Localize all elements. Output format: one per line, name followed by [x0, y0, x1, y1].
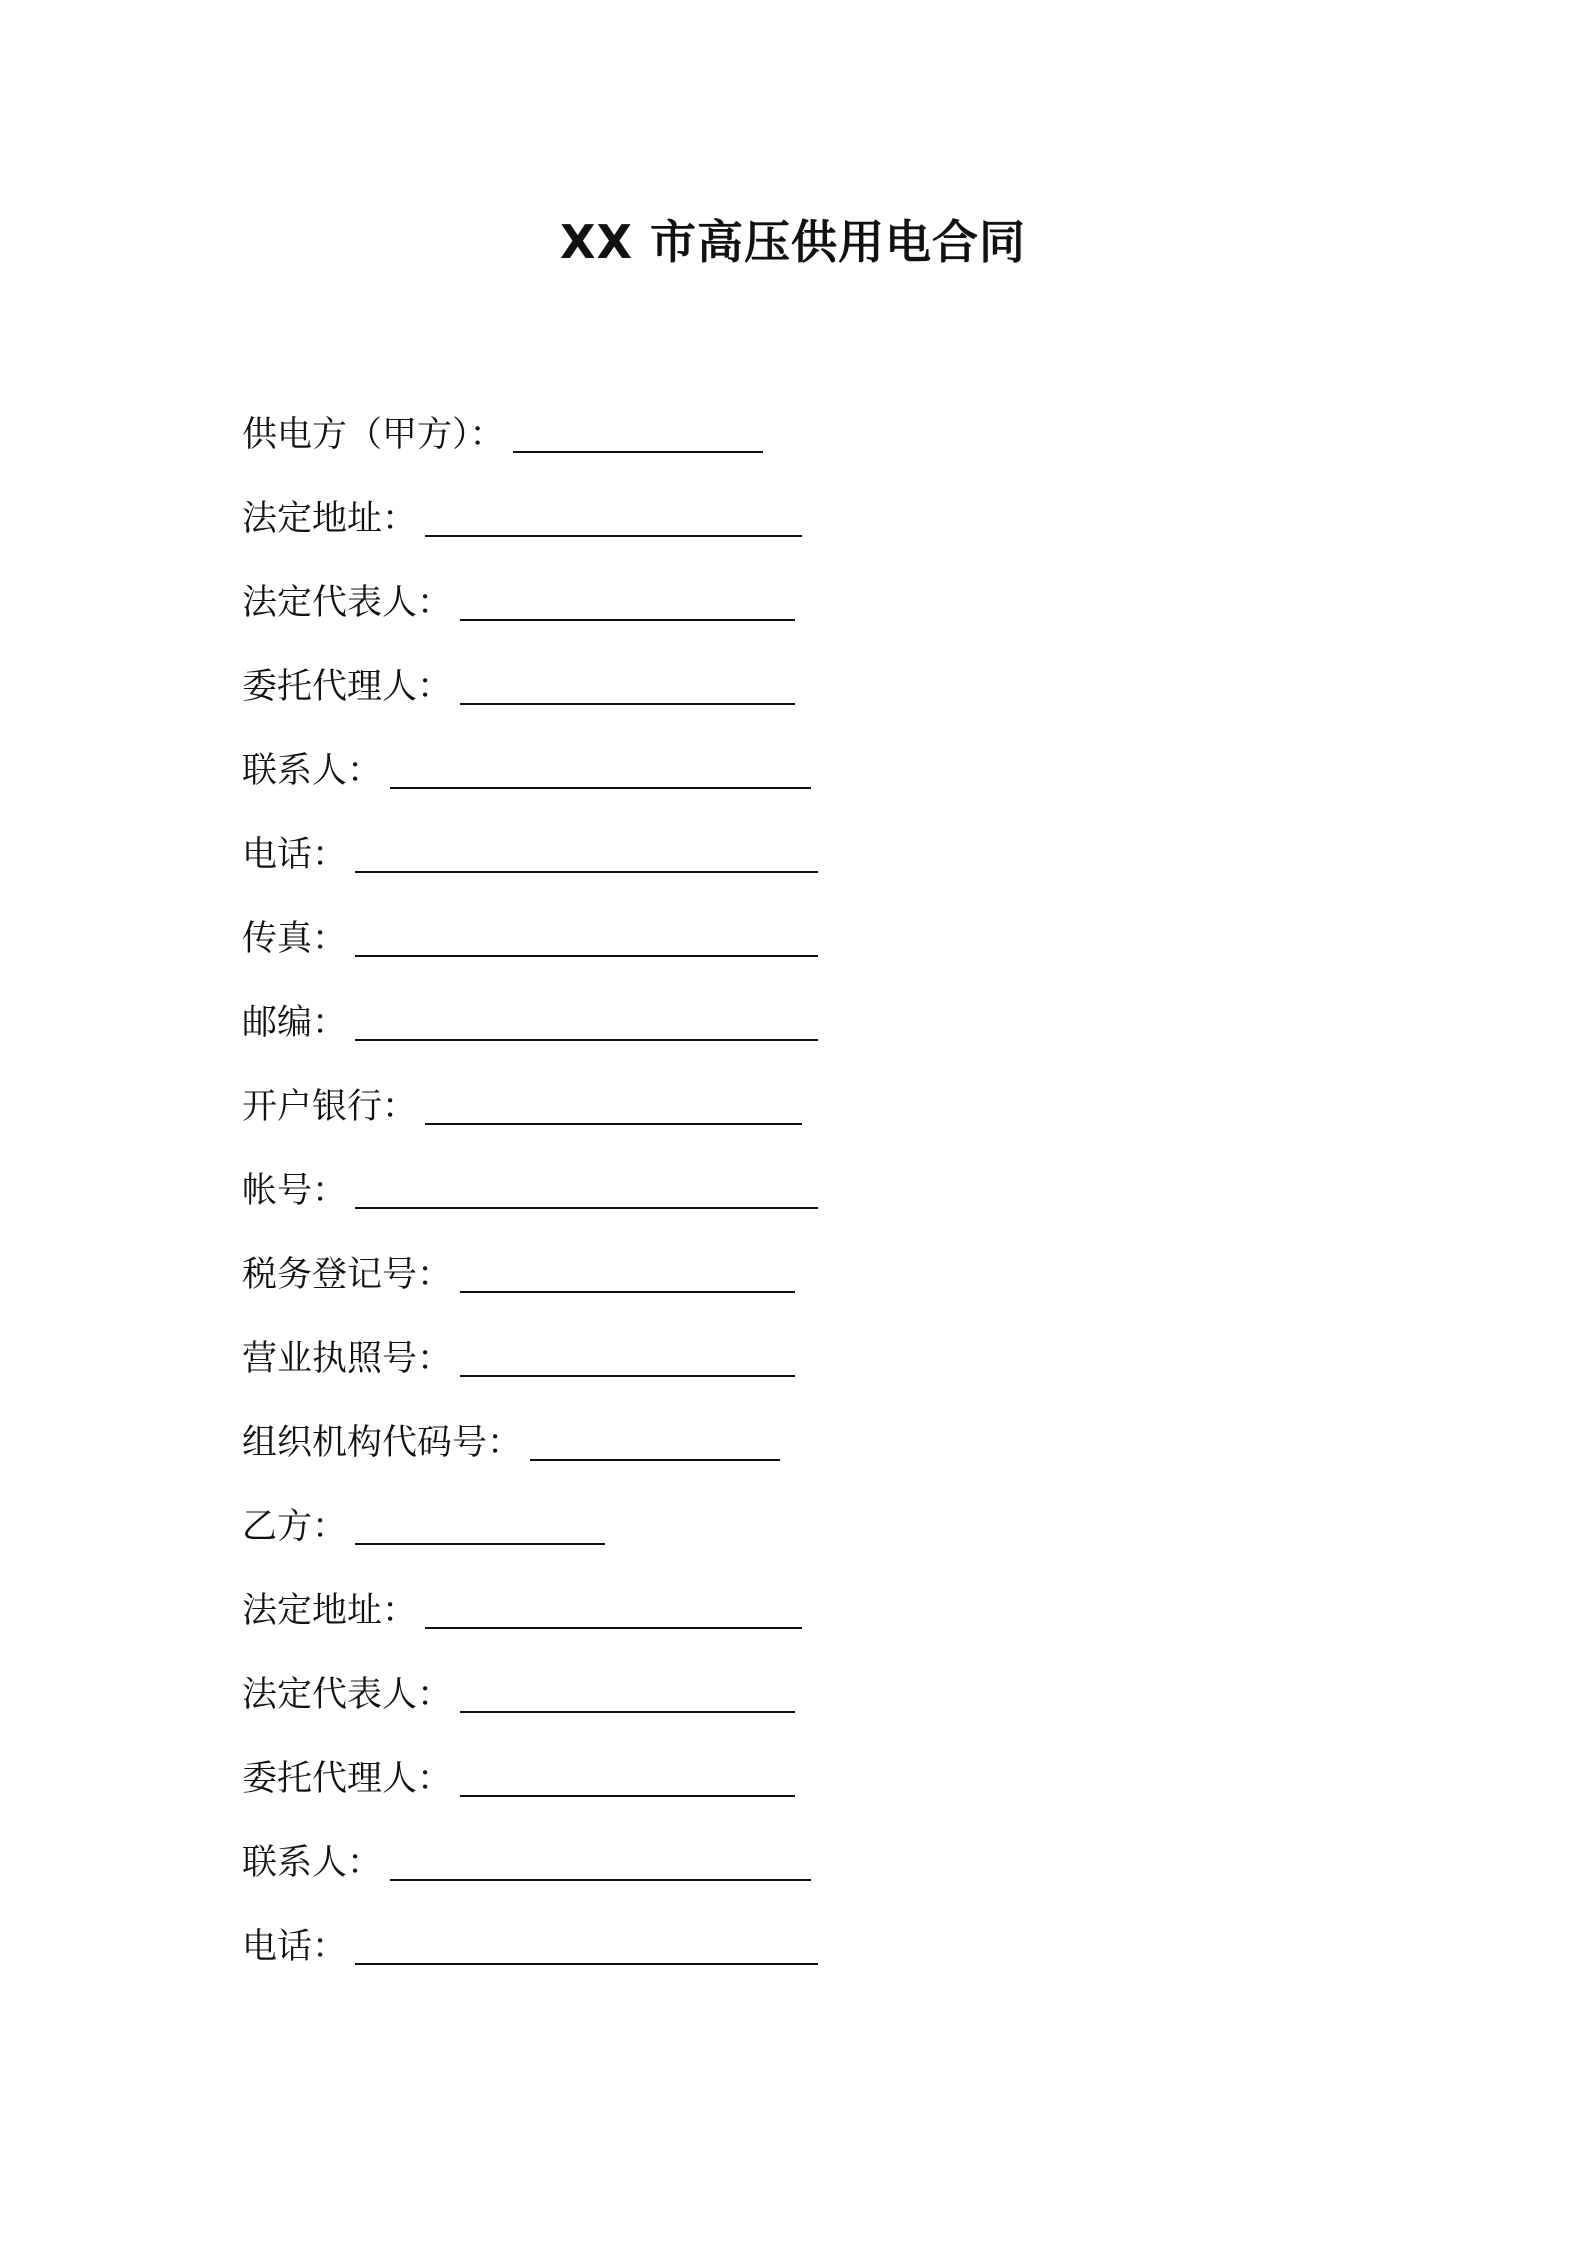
field-label: 委托代理人：: [242, 667, 453, 707]
field-label: 开户银行：: [242, 1087, 418, 1127]
field-row: [242, 573, 1342, 657]
fill-in-blank: [460, 1755, 795, 1797]
field-row: [242, 1077, 1342, 1161]
field-label: 法定地址：: [242, 499, 418, 539]
field-row: [242, 1329, 1342, 1413]
field-label: 电话：: [242, 1927, 348, 1967]
fill-in-blank: [425, 495, 802, 537]
fill-in-blank: [530, 1419, 780, 1461]
fill-in-blank: [390, 1839, 811, 1881]
field-row: [242, 1245, 1342, 1329]
field-label: 联系人：: [242, 1843, 383, 1883]
fill-in-blank: [513, 411, 763, 453]
field-row: [242, 1665, 1342, 1749]
field-row: [242, 489, 1342, 573]
fill-in-blank: [355, 915, 818, 957]
fill-in-blank: [355, 999, 818, 1041]
field-row: [242, 1413, 1342, 1497]
field-label: 邮编：: [242, 1003, 348, 1043]
field-row: [242, 1581, 1342, 1665]
fill-in-blank: [425, 1083, 802, 1125]
field-label: 法定代表人：: [242, 583, 453, 623]
field-label: 组织机构代码号：: [242, 1423, 523, 1463]
fill-in-blank: [390, 747, 811, 789]
field-row: [242, 1749, 1342, 1833]
field-label: 电话：: [242, 835, 348, 875]
field-label: 法定地址：: [242, 1591, 418, 1631]
fill-in-blank: [460, 1335, 795, 1377]
field-row: [242, 1833, 1342, 1917]
fill-in-blank: [425, 1587, 802, 1629]
field-row: [242, 1917, 1342, 2001]
field-row: [242, 657, 1342, 741]
fill-in-blank: [460, 579, 795, 621]
fill-in-blank: [460, 1671, 795, 1713]
document-title: XX 市高压供用电合同: [560, 215, 1026, 269]
field-row: [242, 993, 1342, 1077]
fill-in-blank: [460, 1251, 795, 1293]
field-label: 乙方：: [242, 1507, 348, 1547]
field-label: 传真：: [242, 919, 348, 959]
field-label: 法定代表人：: [242, 1675, 453, 1715]
field-row: [242, 909, 1342, 993]
fill-in-blank: [355, 1923, 818, 1965]
field-label: 联系人：: [242, 751, 383, 791]
field-label: 帐号：: [242, 1171, 348, 1211]
field-row: [242, 1497, 1342, 1581]
field-label: 税务登记号：: [242, 1255, 453, 1295]
field-row: [242, 405, 1342, 489]
fill-in-blank: [355, 831, 818, 873]
fill-in-blank: [460, 663, 795, 705]
field-row: [242, 1161, 1342, 1245]
field-label: 营业执照号：: [242, 1339, 453, 1379]
field-row: [242, 741, 1342, 825]
fill-in-blank: [355, 1167, 818, 1209]
field-row: [242, 825, 1342, 909]
fill-in-blank: [355, 1503, 605, 1545]
field-label: 供电方（甲方）：: [242, 415, 505, 455]
field-label: 委托代理人：: [242, 1759, 453, 1799]
contract-party-fields: [242, 405, 1342, 2001]
